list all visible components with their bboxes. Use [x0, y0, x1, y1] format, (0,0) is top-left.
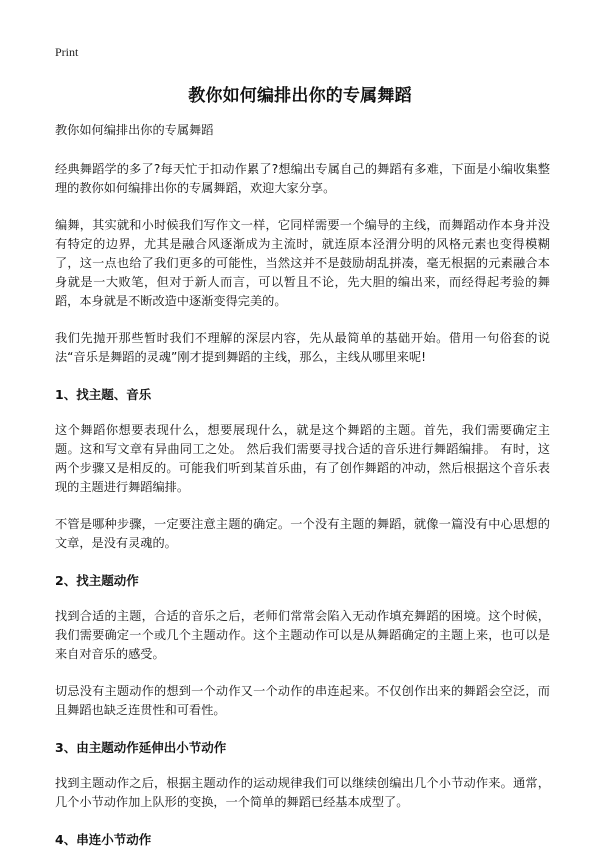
section-paragraph: 切忌没有主题动作的想到一个动作又一个动作的串连起来。不仅创作出来的舞蹈会空泛，而且舞蹈也缺乏连贯性和可看性。 [55, 684, 550, 717]
section-paragraph: 找到主题动作之后，根据主题动作的运动规律我们可以继续创编出几个小节动作来。通常，几个小节动作加上队形的变换，一个简单的舞蹈已经基本成型了。 [55, 776, 550, 809]
section-3 [55, 738, 550, 812]
print-link[interactable]: Print [55, 45, 79, 59]
section-paragraph: 这个舞蹈你想要表现什么，想要展现什么，就是这个舞蹈的主题。首先，我们需要确定主题。这和写文章有异曲同工之处。 然后我们需要寻找合适的音乐进行舞蹈编排。 有时，这两个步骤又是相反的。可能我们听到某首乐曲，有了创作舞蹈的冲动，然后根据这个音乐表现的主题进行舞蹈编排。 [55, 423, 550, 494]
section-1 [55, 385, 550, 553]
section-heading: 4、串连小节动作 [55, 832, 152, 847]
section-paragraph: 不管是哪种步骤，一定要注意主题的确定。一个没有主题的舞蹈，就像一篇没有中心思想的文章，是没有灵魂的。 [55, 517, 550, 550]
section-4 [55, 830, 550, 849]
document-body [55, 121, 550, 866]
page-title: 教你如何编排出你的专属舞蹈 [188, 86, 412, 106]
section-paragraph: 找到合适的主题，合适的音乐之后，老师们常常会陷入无动作填充舞蹈的困境。这个时候，我们需要确定一个或几个主题动作。这个主题动作可以是从舞蹈确定的主题上来，也可以是来自对音乐的感受。 [55, 609, 550, 661]
intro-paragraph: 我们先抛开那些暂时我们不理解的深层内容，先从最简单的基础开始。借用一句俗套的说法“音乐是舞蹈的灵魂”刚才提到舞蹈的主线，那么，主线从哪里来呢! [55, 331, 550, 364]
section-heading: 2、找主题动作 [55, 573, 139, 588]
intro-paragraph: 编舞，其实就和小时候我们写作文一样，它同样需要一个编导的主线，而舞蹈动作本身并没有特定的边界，尤其是融合风逐渐成为主流时，就连原本泾渭分明的风格元素也变得模糊了，这一点也给了我们更多的可能性，当然这并不是鼓励胡乱拼凑，毫无根据的元素融合本身就是一大败笔，但对于新人而言，可以暂且不论，先大胆的编出来，而经得起考验的舞蹈，本身就是不断改造中逐渐变得完美的。 [55, 218, 550, 308]
section-2 [55, 571, 550, 720]
document-subtitle: 教你如何编排出你的专属舞蹈 [55, 123, 214, 137]
section-heading: 3、由主题动作延伸出小节动作 [55, 740, 227, 755]
section-heading: 1、找主题、音乐 [55, 387, 152, 402]
intro-paragraph: 经典舞蹈学的多了?每天忙于扣动作累了?想编出专属自己的舞蹈有多难，下面是小编收集整理的教你如何编排出你的专属舞蹈，欢迎大家分享。 [55, 162, 550, 195]
